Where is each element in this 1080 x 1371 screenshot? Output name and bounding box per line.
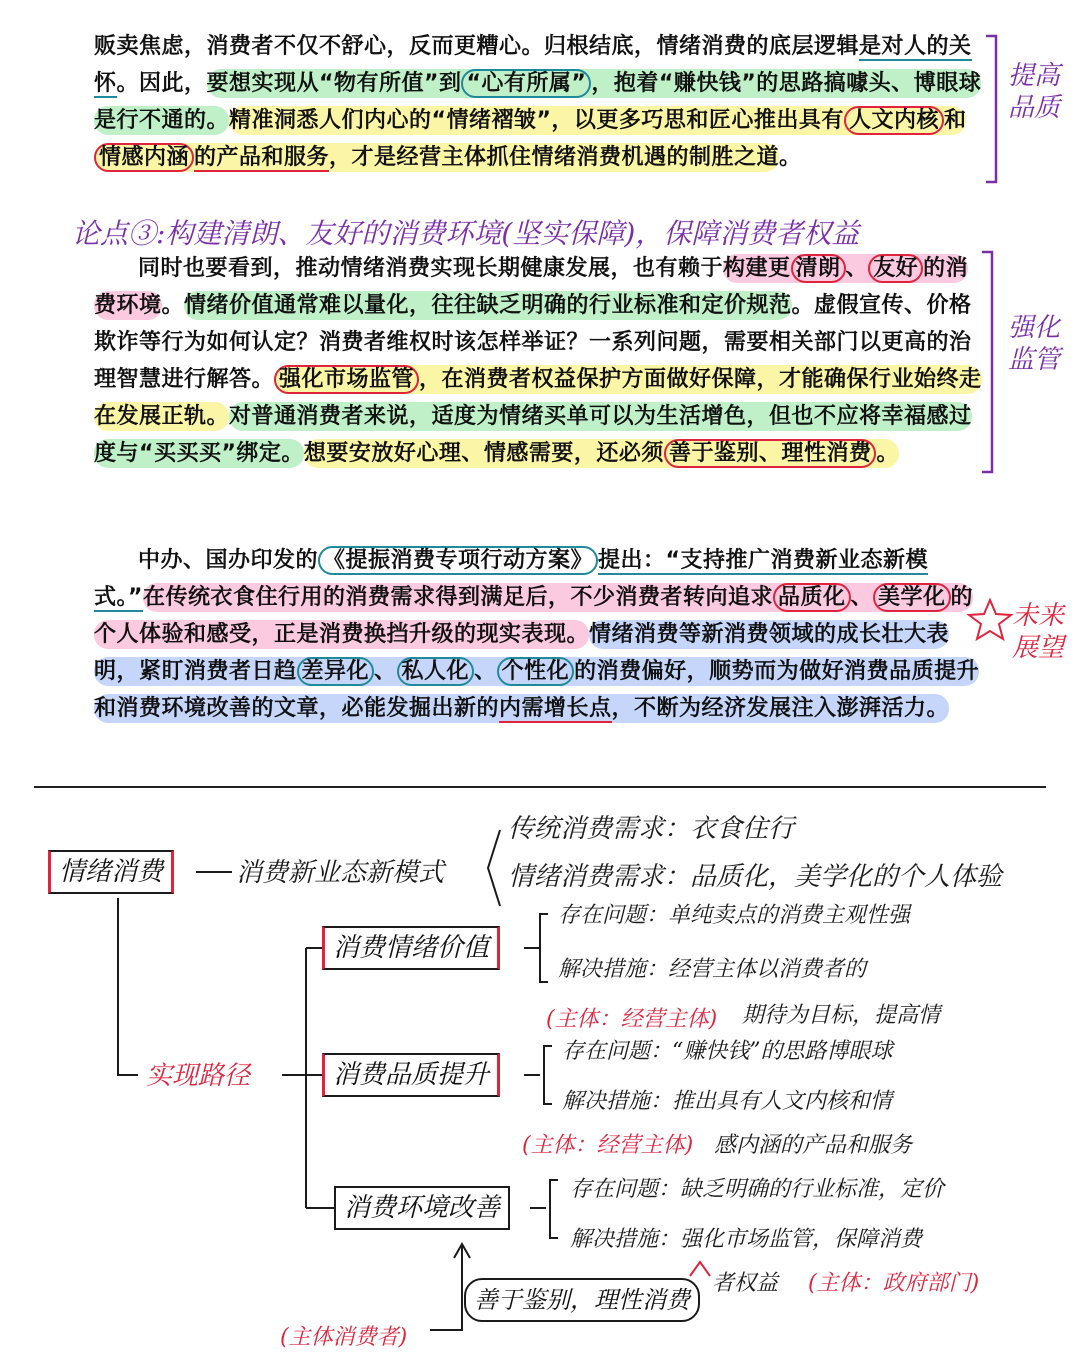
mindmap-node3-solution-cont: 者权益 [712, 1271, 779, 1296]
mindmap-node-quality-upgrade: 消费品质提升 [322, 1053, 500, 1097]
p3-underlined-quote: 提出：“支持推广消费新业态新模式。” [94, 548, 928, 610]
p1-text-6: ，抱着“赚快钱”的思路搞噱头、博眼球是行不通的。 [94, 71, 982, 133]
p1-text-4: 要想实现从“物有所值”到 [206, 71, 462, 96]
p3-circled-meixuehua: 美学化 [873, 583, 951, 612]
p3-text-9: 情绪消费等新消费领域的成长壮大表明，紧盯消费者日趋 [94, 622, 950, 684]
p2-text-11: ，在消费者权益保护方面做好保障，才能确保行业始终走在发展正轨。 [94, 367, 982, 429]
p3-circled-plan: 《提振消费专项行动方案》 [318, 546, 598, 575]
p3-circled-gexinghua: 个性化 [497, 657, 575, 686]
mindmap-node3-solution: 解决措施：强化市场监管，保障消费 [570, 1227, 923, 1252]
p1-text-1: 贩卖焦虑，消费者不仅不舒心，反而更糟心。归根结底，情绪消费的底层逻辑 [94, 34, 860, 59]
p1-underlined-core: 是对人的关怀 [94, 34, 972, 96]
p3-text-4: 在传统衣食住行用的消费需求得到满足后，不少消费者转向追求 [142, 585, 773, 610]
mindmap-consumer-subject: (主体消费者) [280, 1325, 408, 1350]
p2-text-2: 构建更 [723, 256, 791, 281]
paragraph-1 [94, 28, 984, 176]
p1-text-3: 。因此， [116, 71, 207, 96]
p1-text-9: 和 [943, 108, 967, 133]
mindmap-node-emotional-value: 消费情绪价值 [322, 926, 500, 970]
p1-circled-xinyousuoshu: “心有所属” [461, 69, 591, 98]
p2-text-7: 。 [161, 293, 185, 318]
mindmap-node1-problem: 存在问题：单纯卖点的消费主观性强 [558, 903, 911, 928]
p1-text-13: 。 [779, 145, 802, 170]
mindmap-node3-problem: 存在问题：缺乏明确的行业标准，定价 [570, 1177, 945, 1202]
mindmap-traditional-demand: 传统消费需求：衣食住行 [508, 814, 795, 844]
p1-underlined-products: 的产品和服务 [194, 145, 330, 170]
mindmap-consumer-box: 善于鉴别，理性消费 [464, 1278, 700, 1322]
p3-text-17: ，不断为经济发展注入澎湃活力。 [611, 696, 950, 721]
mindmap-node1-subject: (主体：经营主体) [546, 1007, 718, 1032]
mindmap-node1-solution: 解决措施：经营主体以消费者的 [558, 957, 867, 982]
mindmap-node2-solution: 解决措施：推出具有人文内核和情 [562, 1089, 893, 1114]
p2-circled-qinglang: 清朗 [791, 254, 846, 283]
p2-text-9: 。虚假宣传、价格欺诈等行为如何认定？消费者维权时该怎样举证？一系列问题，需要相关部门以更高的治理智慧进行解答。 [94, 293, 972, 392]
p2-circled-youhao: 友好 [868, 254, 923, 283]
mindmap-node-environment: 消费环境改善 [334, 1186, 510, 1230]
mindmap-node2-solution-cont: 感内涵的产品和服务 [714, 1133, 913, 1158]
p2-text-4: 、 [845, 256, 869, 281]
paragraph-3 [94, 542, 984, 727]
p3-text-8: 的个人体验和感受，正是消费换挡升级的现实表现。 [94, 585, 974, 647]
p1-circled-qinggan: 情感内涵 [94, 143, 194, 172]
note-lundian-3: 论点③:构建清朗、友好的消费环境(坚实保障)，保障消费者权益 [72, 217, 860, 250]
p3-underlined-neixu: 内需增长点 [499, 696, 612, 721]
mindmap-node1-solution-cont: 期待为目标，提高情 [742, 1003, 941, 1028]
p2-text-15: 。 [876, 441, 899, 466]
p1-circled-renwen: 人文内核 [844, 106, 944, 135]
mindmap-path-label: 实现路径 [146, 1061, 251, 1091]
p2-circled-jianguan: 强化市场监管 [274, 365, 419, 394]
p2-circled-lixing: 善于鉴别、理性消费 [664, 439, 877, 468]
paragraph-2 [94, 250, 984, 472]
p2-text-13: 想要安放好心理、情感需要，还必须 [303, 441, 664, 466]
note-qianghua-jianguan: 强化监管 [1007, 313, 1060, 375]
p2-green-highlight: 情绪价值通常难以量化，往往缺乏明确的行业标准和定价规范 [184, 293, 792, 318]
mindmap-branch-new-models: 消费新业态新模式 [236, 858, 445, 888]
mindmap-node2-problem: 存在问题：“赚快钱”的思路博眼球 [562, 1039, 893, 1064]
note-tigao-pinzhi: 提高品质 [1007, 61, 1060, 123]
p2-green-highlight-2: 对普通消费者来说，适度为情绪买单可以为生活增色，但也不应将幸福感过度与“买买买”绑定。 [94, 404, 972, 466]
p2-yellow-highlight-2 [304, 439, 899, 468]
p3-text-1: 中办、国办印发的 [138, 548, 319, 573]
p2-text-6: 的消费环境 [94, 256, 969, 318]
mindmap-node2-subject: (主体：经营主体) [522, 1133, 694, 1158]
mindmap-node3-subject: (主体：政府部门) [808, 1271, 980, 1296]
p1-text-12: ，才是经营主体抓住情绪消费机遇的制胜之道 [329, 145, 780, 170]
p3-text-15: 的消费偏好，顺势而为做好消费品质提升和消费环境改善的文章，必能发掘出新的 [94, 659, 980, 721]
p3-circled-pinzhihua: 品质化 [773, 583, 851, 612]
p3-text-6: 、 [850, 585, 874, 610]
section-divider [34, 786, 1046, 788]
mindmap-root: 情绪消费 [48, 850, 174, 894]
p3-text-11: 、 [374, 659, 397, 684]
mindmap-emotional-demand: 情绪消费需求：品质化，美学化的个人体验 [508, 862, 1003, 892]
note-weilai-zhanwang: 未来展望 [1011, 601, 1064, 663]
p3-circled-chayihua: 差异化 [297, 657, 375, 686]
p3-circled-sirenhua: 私人化 [397, 657, 475, 686]
p3-text-13: 、 [474, 659, 497, 684]
p1-text-7: 精准洞悉人们内心的“情绪褶皱”，以更多巧思和匠心推出具有 [229, 108, 844, 133]
p2-text-1: 同时也要看到，推动情绪消费实现长期健康发展，也有赖于 [138, 256, 724, 281]
